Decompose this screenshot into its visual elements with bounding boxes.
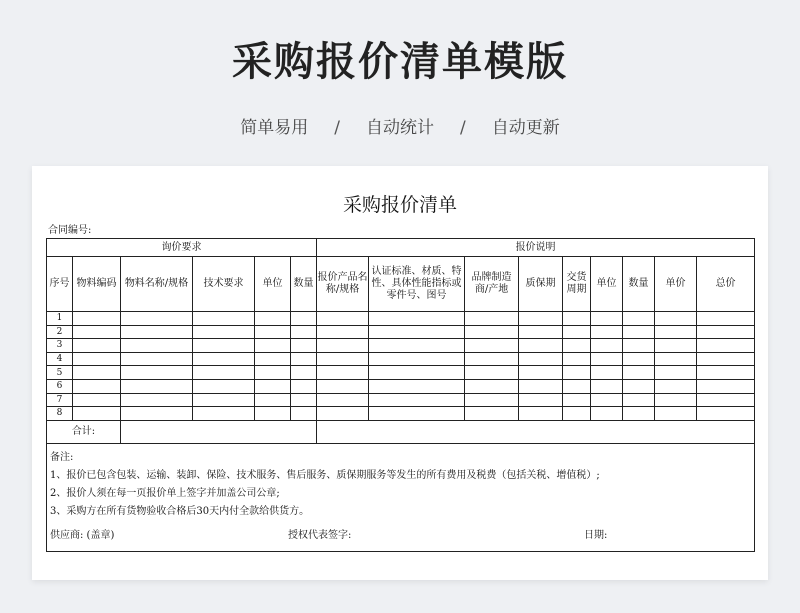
cell[interactable] [697,325,755,339]
cell[interactable] [317,339,369,353]
cell[interactable] [465,366,519,380]
section-inquiry: 询价要求 [47,239,317,257]
total-row [47,420,755,443]
row-seq: 4 [47,352,73,366]
table-row [47,312,755,326]
table-row [47,325,755,339]
cell[interactable] [563,312,591,326]
cell[interactable] [369,325,465,339]
col-material-name: 物料名称/规格 [121,257,193,312]
cell[interactable] [591,366,623,380]
col-unit: 单位 [255,257,291,312]
cell[interactable] [623,366,655,380]
feature-tagline [0,113,800,138]
col-tech-req: 技术要求 [193,257,255,312]
cell[interactable] [591,339,623,353]
row-seq: 3 [47,339,73,353]
col-delivery: 交货周期 [563,257,591,312]
notes-block [47,443,755,551]
cell[interactable] [291,325,317,339]
tag-auto-stats: 自动统计 [366,118,434,138]
cell[interactable] [121,312,193,326]
col-cert: 认证标准、材质、特性、具体性能指标或零件号、图号 [369,257,465,312]
cell[interactable] [655,339,697,353]
col-quote-qty: 数量 [623,257,655,312]
cell[interactable] [73,407,121,421]
cell[interactable] [255,393,291,407]
tag-easy: 简单易用 [240,118,309,138]
cell[interactable] [121,393,193,407]
col-quote-name: 报价产品名称/规格 [317,257,369,312]
col-material-code: 物料编码 [73,257,121,312]
cell[interactable] [121,325,193,339]
col-brand: 品牌制造商/产地 [465,257,519,312]
cell[interactable] [369,312,465,326]
cell[interactable] [465,312,519,326]
cell[interactable] [563,325,591,339]
cell[interactable] [121,379,193,393]
cell[interactable] [369,339,465,353]
table-row [47,339,755,353]
cell[interactable] [255,366,291,380]
cell[interactable] [519,393,563,407]
cell[interactable] [193,325,255,339]
cell[interactable] [465,325,519,339]
cell[interactable] [317,393,369,407]
cell[interactable] [73,352,121,366]
cell[interactable] [697,352,755,366]
cell[interactable] [121,366,193,380]
cell[interactable] [255,352,291,366]
cell[interactable] [563,379,591,393]
cell[interactable] [655,352,697,366]
total-quote-cell[interactable] [317,420,755,443]
cell[interactable] [697,312,755,326]
cell[interactable] [519,379,563,393]
note-line-2: 2、报价人须在每一页报价单上签字并加盖公司公章; [50,487,280,499]
tag-separator: / [460,118,466,138]
col-warranty: 质保期 [519,257,563,312]
cell[interactable] [623,312,655,326]
row-seq: 8 [47,407,73,421]
cell[interactable] [465,407,519,421]
cell[interactable] [465,379,519,393]
cell[interactable] [291,339,317,353]
document-title: 采购报价清单 [342,194,457,216]
cell[interactable] [623,393,655,407]
cell[interactable] [563,352,591,366]
cell[interactable] [255,379,291,393]
cell[interactable] [623,325,655,339]
cell[interactable] [591,312,623,326]
cell[interactable] [519,366,563,380]
cell[interactable] [519,352,563,366]
cell[interactable] [655,366,697,380]
tag-separator: / [334,118,340,138]
cell[interactable] [121,407,193,421]
cell[interactable] [291,393,317,407]
col-price: 单价 [655,257,697,312]
notes-title: 备注: [50,451,74,463]
signature-row [50,521,751,551]
quote-table [46,238,755,552]
cell[interactable] [655,393,697,407]
cell[interactable] [317,352,369,366]
col-quote-unit: 单位 [591,257,623,312]
cell[interactable] [73,339,121,353]
cell[interactable] [591,379,623,393]
cell[interactable] [255,325,291,339]
cell[interactable] [465,339,519,353]
cell[interactable] [655,407,697,421]
cell[interactable] [121,352,193,366]
cell[interactable] [697,366,755,380]
cell[interactable] [519,407,563,421]
table-row [47,393,755,407]
cell[interactable] [73,325,121,339]
cell[interactable] [369,379,465,393]
cell[interactable] [563,393,591,407]
cell[interactable] [193,407,255,421]
cell[interactable] [591,352,623,366]
contract-number-label: 合同编号: [48,225,92,236]
authorized-signature: 授权代表签字: [288,529,352,541]
cell[interactable] [563,407,591,421]
col-total: 总价 [697,257,755,312]
cell[interactable] [193,312,255,326]
cell[interactable] [623,352,655,366]
cell[interactable] [193,366,255,380]
cell[interactable] [121,339,193,353]
cell[interactable] [193,379,255,393]
cell[interactable] [697,379,755,393]
cell[interactable] [73,366,121,380]
cell[interactable] [697,339,755,353]
table-row [47,379,755,393]
cell[interactable] [465,352,519,366]
cell[interactable] [369,366,465,380]
cell[interactable] [291,379,317,393]
cell[interactable] [591,407,623,421]
cell[interactable] [623,407,655,421]
cell[interactable] [255,339,291,353]
cell[interactable] [73,393,121,407]
cell[interactable] [317,407,369,421]
cell[interactable] [697,393,755,407]
cell[interactable] [291,366,317,380]
document-sheet [32,166,768,580]
cell[interactable] [193,352,255,366]
table-row [47,366,755,380]
cell[interactable] [655,379,697,393]
table-row [47,352,755,366]
cell[interactable] [591,325,623,339]
cell[interactable] [623,379,655,393]
total-label: 合计: [47,420,121,443]
page-title: 采购报价清单模版 [232,39,568,85]
cell[interactable] [369,407,465,421]
tag-auto-update: 自动更新 [491,118,560,138]
row-seq: 2 [47,325,73,339]
row-seq: 1 [47,312,73,326]
cell[interactable] [519,312,563,326]
row-seq: 6 [47,379,73,393]
cell[interactable] [317,325,369,339]
cell[interactable] [291,352,317,366]
cell[interactable] [519,325,563,339]
row-seq: 7 [47,393,73,407]
cell[interactable] [317,379,369,393]
col-qty: 数量 [291,257,317,312]
row-seq: 5 [47,366,73,380]
total-inquiry-cell[interactable] [121,420,317,443]
cell[interactable] [317,312,369,326]
note-line-3: 3、采购方在所有货物验收合格后30天内付全款给供货方。 [50,505,310,517]
cell[interactable] [369,352,465,366]
cell[interactable] [255,407,291,421]
cell[interactable] [255,312,291,326]
cell[interactable] [193,339,255,353]
date-field: 日期: [584,529,608,541]
cell[interactable] [655,325,697,339]
cell[interactable] [73,312,121,326]
col-seq: 序号 [47,257,73,312]
cell[interactable] [369,393,465,407]
table-row [47,407,755,421]
cell[interactable] [465,393,519,407]
cell[interactable] [591,393,623,407]
note-line-1: 1、报价已包含包装、运输、装卸、保险、技术服务、售后服务、质保期服务等发生的所有费用及税费（包括关税、增值税）; [50,469,600,481]
supplier-signature: 供应商: (盖章) [50,529,115,541]
cell[interactable] [697,407,755,421]
cell[interactable] [73,379,121,393]
cell[interactable] [563,339,591,353]
section-quote: 报价说明 [317,239,755,257]
cell[interactable] [623,339,655,353]
cell[interactable] [291,312,317,326]
cell[interactable] [655,312,697,326]
cell[interactable] [563,366,591,380]
cell[interactable] [291,407,317,421]
cell[interactable] [519,339,563,353]
cell[interactable] [317,366,369,380]
cell[interactable] [193,393,255,407]
